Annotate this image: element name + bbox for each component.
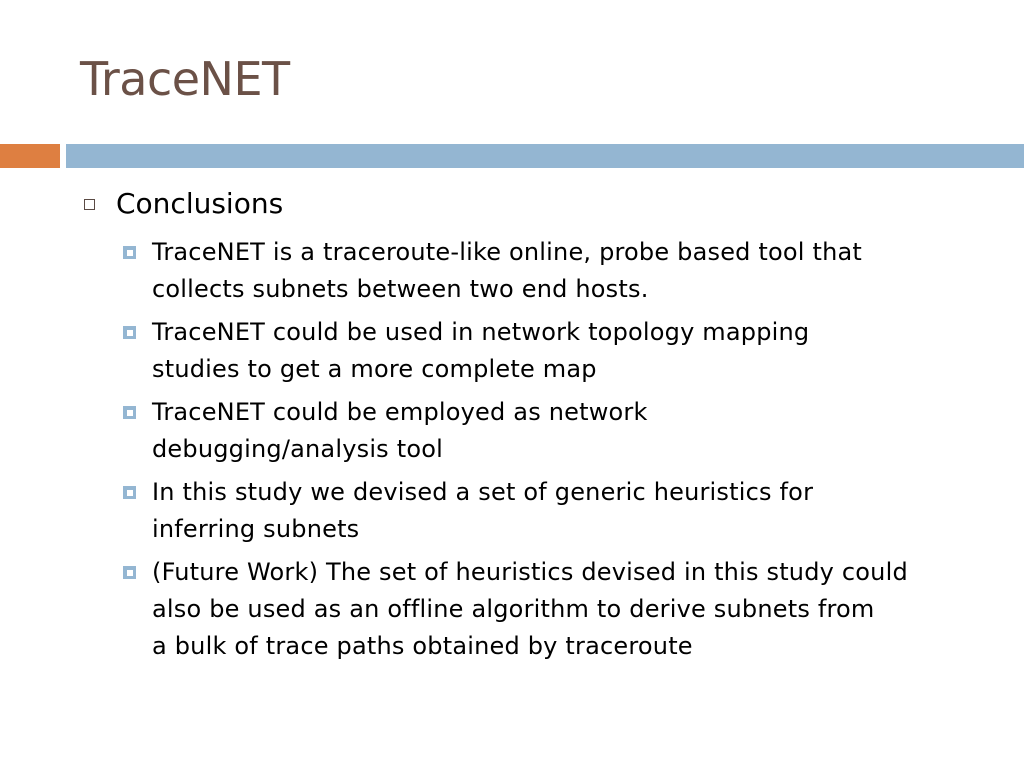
square-bullet-icon xyxy=(123,326,136,339)
section-heading: Conclusions xyxy=(116,187,284,220)
text-line: studies to get a more complete map xyxy=(152,355,597,383)
list-item-text xyxy=(152,394,648,468)
list-item xyxy=(123,394,1003,468)
slide-title: TraceNET xyxy=(80,52,290,106)
list-item-text xyxy=(152,554,908,665)
accent-bar-orange xyxy=(0,144,60,168)
level1-item xyxy=(84,184,984,224)
text-line: debugging/analysis tool xyxy=(152,435,443,463)
text-line: also be used as an offline algorithm to derive subnets from xyxy=(152,595,875,623)
list-item-text xyxy=(152,314,809,388)
square-bullet-icon xyxy=(123,486,136,499)
hollow-square-bullet-icon xyxy=(84,199,95,210)
text-line: In this study we devised a set of generic heuristics for xyxy=(152,478,814,506)
list-item xyxy=(123,474,1003,548)
accent-bar-blue xyxy=(66,144,1024,168)
level1-list xyxy=(84,184,984,224)
list-item xyxy=(123,314,1003,388)
conclusions-list xyxy=(123,234,1003,671)
text-line: TraceNET could be employed as network xyxy=(152,398,648,426)
text-line: inferring subnets xyxy=(152,515,360,543)
square-bullet-icon xyxy=(123,566,136,579)
list-item-text xyxy=(152,234,862,308)
text-line: collects subnets between two end hosts. xyxy=(152,275,649,303)
list-item xyxy=(123,234,1003,308)
text-line: a bulk of trace paths obtained by traceroute xyxy=(152,632,693,660)
list-item xyxy=(123,554,1003,665)
square-bullet-icon xyxy=(123,246,136,259)
text-line: TraceNET could be used in network topology mapping xyxy=(152,318,810,346)
text-line: (Future Work) The set of heuristics devised in this study could xyxy=(152,558,908,586)
list-item-text xyxy=(152,474,813,548)
square-bullet-icon xyxy=(123,406,136,419)
text-line: TraceNET is a traceroute-like online, probe based tool that xyxy=(152,238,863,266)
